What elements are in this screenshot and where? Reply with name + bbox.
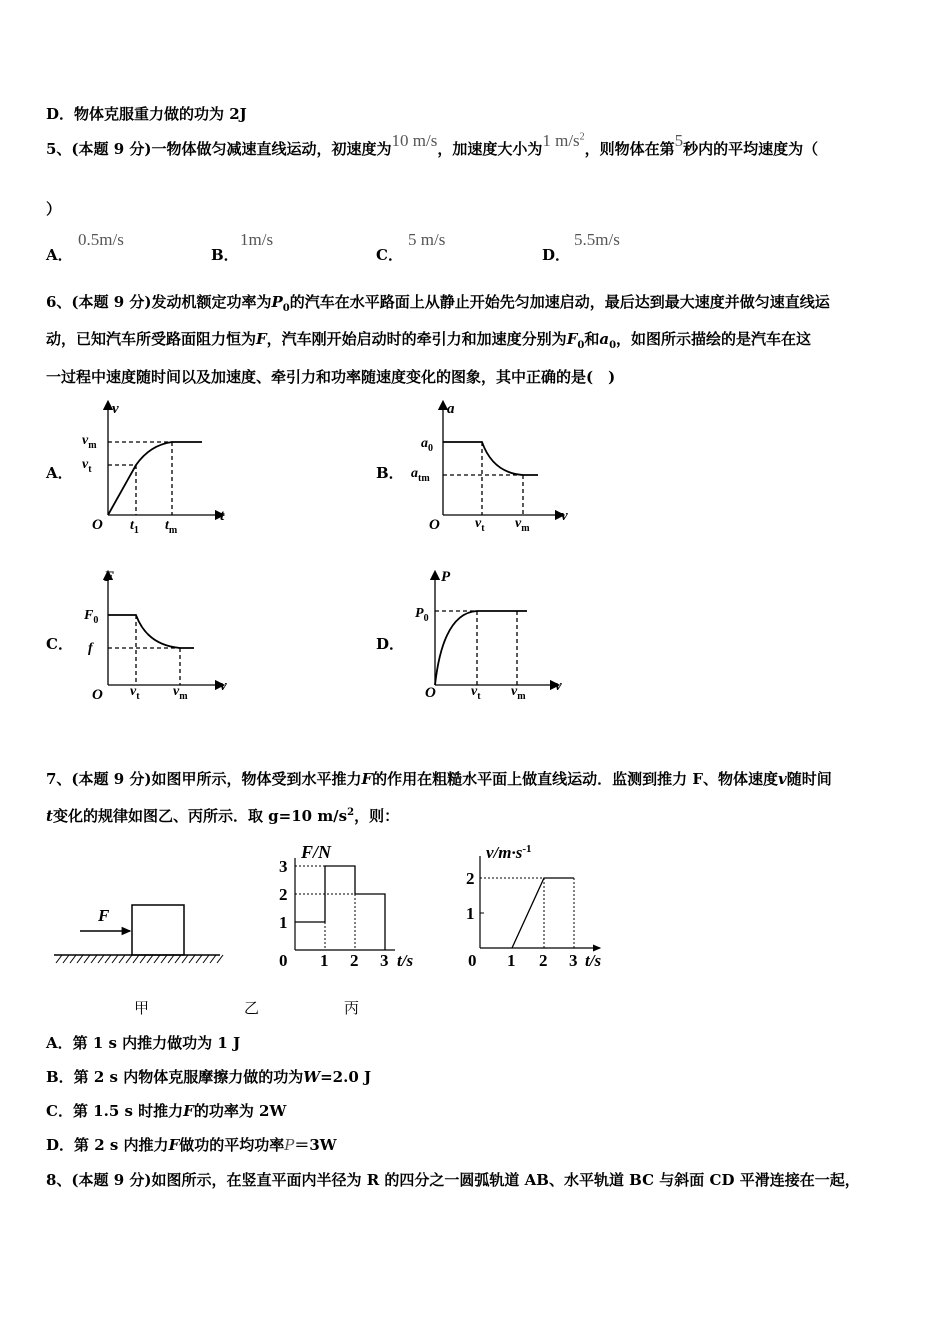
- y-label: a: [447, 401, 455, 417]
- q6-text: ，汽车刚开始启动时的牵引力和加速度分别为: [266, 330, 567, 348]
- a0-main: a: [421, 436, 428, 451]
- p0-sub: 0: [423, 613, 429, 624]
- hatch-mark: [105, 955, 111, 963]
- vt-label: [130, 684, 140, 702]
- q7-option-b-text: B．第 2 s 内物体克服摩擦力做的功为: [46, 1068, 304, 1086]
- q7-text: 变化的规律如图乙、丙所示．取 g=10 m/s: [52, 807, 348, 825]
- vt-main: v: [475, 516, 482, 531]
- vm-sub: m: [521, 523, 530, 534]
- figure-f-t: [275, 838, 435, 973]
- vt-label: [475, 516, 485, 534]
- q7-option-d: [46, 1134, 337, 1155]
- q7-option-d-text: D．第 2 s 内推力: [46, 1136, 169, 1154]
- q5-acceleration-value: 1 m/s: [542, 131, 580, 150]
- f-label: f: [88, 641, 93, 656]
- atm-label: [411, 466, 430, 484]
- hatch-mark: [140, 955, 146, 963]
- hatch-mark: [98, 955, 104, 963]
- q5-second-number: 5: [674, 131, 684, 150]
- origin-label: O: [425, 685, 436, 701]
- f0-label: [83, 608, 98, 626]
- x-tick-0: 0: [468, 951, 477, 970]
- curve: [108, 615, 194, 648]
- hatch-mark: [189, 955, 195, 963]
- q5-option-a-value: 0.5m/s: [78, 230, 124, 249]
- ground-hatch: [56, 955, 223, 963]
- q5-option-c-value: 5 m/s: [408, 230, 446, 249]
- x-tick-2: 2: [350, 951, 359, 970]
- graph-b-a-v: [405, 395, 580, 540]
- q7-exp: 2: [347, 807, 355, 818]
- vm-label: [173, 684, 188, 702]
- figure-block-on-ground: [50, 895, 225, 970]
- velocity-curve: [512, 878, 574, 948]
- vt-main: v: [471, 684, 478, 699]
- x-label: v: [561, 508, 568, 524]
- q7-text: 7、(本题 9 分)如图甲所示，物体受到水平推力: [46, 770, 362, 788]
- vm-label: [511, 684, 526, 702]
- y-label: F: [104, 569, 115, 585]
- y-label-text: F/N: [301, 842, 332, 862]
- q5-option-b-value: 1m/s: [240, 230, 274, 249]
- origin-label: O: [92, 687, 103, 703]
- hatch-mark: [217, 955, 223, 963]
- q6-f-symbol: F: [256, 330, 267, 348]
- graph-a-v-t: [70, 395, 240, 540]
- a0-sub: 0: [428, 443, 433, 454]
- y-tick-1: 1: [466, 904, 475, 923]
- q7-line-1: [46, 768, 832, 789]
- vm-label: [515, 516, 530, 534]
- hatch-mark: [112, 955, 118, 963]
- q7-option-b-w: W: [303, 1068, 321, 1086]
- q5-option-a-label: A．: [46, 246, 73, 264]
- vt-main: v: [130, 684, 137, 699]
- q6-a0-symbol: a: [599, 330, 610, 348]
- y-tick-1: 1: [279, 913, 288, 932]
- q5-close-paren: ）: [46, 200, 62, 218]
- q6-a0-sub: 0: [609, 340, 617, 351]
- q7-f-symbol: F: [361, 770, 373, 788]
- q6-f0-sub: 0: [577, 340, 585, 351]
- x-label: t/s: [397, 951, 414, 970]
- q5-text-1: 5、(本题 9 分)一物体做匀减速直线运动，初速度为: [46, 140, 392, 158]
- vt-label: [471, 684, 481, 702]
- q5-acceleration-exp: 2: [579, 131, 585, 143]
- q6-option-b-label: B．: [376, 464, 404, 482]
- y-label-text: v/m·s: [486, 843, 523, 862]
- q7-option-d-p: P: [284, 1136, 295, 1154]
- f0-main: F: [84, 608, 94, 623]
- vm-main: v: [173, 684, 180, 699]
- p0-main: P: [415, 606, 424, 621]
- hatch-mark: [77, 955, 83, 963]
- step-curve: [295, 866, 385, 950]
- q7-option-d-value: ＝3W: [294, 1136, 337, 1154]
- vm-sub: m: [179, 691, 188, 702]
- x-tick-1: 1: [507, 951, 516, 970]
- vt-main: v: [82, 457, 89, 472]
- x-tick-1: 1: [320, 951, 329, 970]
- y-label: [300, 842, 332, 862]
- q6-option-d-label: D．: [376, 635, 405, 653]
- t1-main: t: [130, 518, 134, 533]
- force-label: F: [98, 906, 110, 925]
- tm-sub: m: [168, 525, 178, 536]
- hatch-mark: [133, 955, 139, 963]
- q4-option-d: D．物体克服重力做的功为 2J: [46, 105, 247, 123]
- q7-t-symbol: t: [46, 807, 53, 825]
- curve: [443, 442, 538, 475]
- y-tick-2: 2: [279, 885, 288, 904]
- x-tick-3: 3: [569, 951, 578, 970]
- a0-label: [421, 436, 433, 454]
- vt-sub: t: [481, 523, 485, 534]
- hatch-mark: [203, 955, 209, 963]
- vt-sub: t: [136, 691, 140, 702]
- q6-option-a-label: A．: [46, 464, 73, 482]
- q5-text-4: 秒内的平均速度为（: [683, 140, 819, 158]
- vt-sub: t: [477, 691, 481, 702]
- q7-option-a: A．第 1 s 内推力做功为 1 J: [46, 1034, 241, 1052]
- hatch-mark: [119, 955, 125, 963]
- y-label: [486, 843, 532, 862]
- x-label: v: [220, 678, 227, 694]
- atm-main: a: [411, 466, 418, 481]
- q6-text: 动，已知汽车所受路面阻力恒为: [46, 330, 257, 348]
- q6-option-c-label: C．: [46, 635, 73, 653]
- x-tick-0: 0: [279, 951, 288, 970]
- q7-option-d-text-2: 做功的平均功率: [179, 1136, 285, 1154]
- hatch-mark: [147, 955, 153, 963]
- q7-option-d-f: F: [168, 1136, 180, 1154]
- x-label: t: [220, 508, 225, 524]
- t1-label: [130, 518, 139, 536]
- caption-bing: 丙: [344, 999, 360, 1017]
- x-tick-3: 3: [380, 951, 389, 970]
- q6-line-2: [46, 328, 811, 351]
- curve: [108, 442, 202, 515]
- figure-v-t: [460, 838, 620, 973]
- vm-label: [82, 433, 97, 451]
- hatch-mark: [126, 955, 132, 963]
- q5-option-b-label: B．: [211, 246, 239, 264]
- hatch-mark: [70, 955, 76, 963]
- caption-jia: 甲: [134, 999, 150, 1017]
- q7-option-c-f: F: [183, 1102, 194, 1120]
- tm-label: [165, 518, 178, 536]
- hatch-mark: [175, 955, 181, 963]
- q6-p-sub: 0: [282, 303, 290, 314]
- q7-text: 的作用在粗糙水平面上做直线运动．监测到推力 F、物体速度: [372, 770, 779, 788]
- q5-initial-velocity: 10 m/s: [391, 131, 438, 150]
- q5-option-d-value: 5.5m/s: [574, 230, 620, 249]
- q7-option-c-text: C．第 1.5 s 时推力: [46, 1102, 184, 1120]
- vm-sub: m: [517, 691, 526, 702]
- q8-line-1: 8、(本题 9 分)如图所示，在竖直平面内半径为 R 的四分之一圆弧轨道 AB、水平轨道 BC 与斜面 CD 平滑连接在一起，: [46, 1171, 860, 1189]
- caption-yi: 乙: [244, 999, 260, 1017]
- graph-d-p-v: [405, 565, 580, 710]
- origin-label: O: [92, 517, 103, 533]
- vm-main: v: [515, 516, 522, 531]
- q6-text: ，如图所示描绘的是汽车在这: [616, 330, 812, 348]
- atm-sub: tm: [418, 473, 430, 484]
- q6-p-symbol: P: [271, 293, 283, 311]
- y-label: v: [112, 401, 119, 417]
- hatch-mark: [161, 955, 167, 963]
- q7-text: ，则：: [354, 807, 400, 825]
- q6-line-3: 一过程中速度随时间以及加速度、牵引力和功率随速度变化的图象，其中正确的是( ): [46, 368, 616, 386]
- q7-line-2: [46, 805, 399, 826]
- q5-option-d-label: D．: [542, 246, 571, 264]
- q5-text-3: ，则物体在第: [584, 140, 675, 158]
- q7-option-c-text-2: 的功率为 2W: [193, 1102, 287, 1120]
- block: [132, 905, 184, 955]
- hatch-mark: [91, 955, 97, 963]
- t1-sub: 1: [133, 525, 139, 536]
- q6-text: 和: [584, 330, 600, 348]
- tm-main: t: [165, 518, 169, 533]
- y-tick-3: 3: [279, 857, 288, 876]
- q5-acceleration: [542, 131, 584, 150]
- vm-main: v: [82, 433, 89, 448]
- x-label: v: [555, 678, 562, 694]
- hatch-mark: [63, 955, 69, 963]
- hatch-mark: [168, 955, 174, 963]
- hatch-mark: [154, 955, 160, 963]
- hatch-mark: [210, 955, 216, 963]
- q6-f0-symbol: F: [566, 330, 578, 348]
- q5-stem: [46, 131, 819, 159]
- q6-text: 6、(本题 9 分)发动机额定功率为: [46, 293, 272, 311]
- graph-c-f-v: [70, 565, 240, 710]
- x-tick-2: 2: [539, 951, 548, 970]
- hatch-mark: [56, 955, 62, 963]
- curve: [435, 611, 527, 685]
- q6-line-1: [46, 291, 830, 314]
- vt-label: [82, 457, 92, 475]
- hatch-mark: [84, 955, 90, 963]
- vt-sub: t: [88, 464, 92, 475]
- hatch-mark: [182, 955, 188, 963]
- q7-option-c: [46, 1100, 286, 1121]
- y-label: P: [441, 569, 451, 585]
- q5-text-2: ，加速度大小为: [437, 140, 543, 158]
- q7-text: 随时间: [786, 770, 832, 788]
- y-label-sup: -1: [522, 843, 532, 855]
- q6-text: 的汽车在水平路面上从静止开始先匀加速启动，最后达到最大速度并做匀速直线运: [289, 293, 830, 311]
- q7-option-b: [46, 1066, 371, 1087]
- vm-sub: m: [88, 440, 97, 451]
- vm-main: v: [511, 684, 518, 699]
- q5-option-c-label: C．: [376, 246, 403, 264]
- q7-v-symbol: v: [778, 770, 787, 788]
- origin-label: O: [429, 517, 440, 533]
- x-label: t/s: [585, 951, 602, 970]
- f0-sub: 0: [93, 615, 99, 626]
- hatch-mark: [196, 955, 202, 963]
- q7-option-b-value: =2.0 J: [320, 1068, 372, 1086]
- y-tick-2: 2: [466, 869, 475, 888]
- p0-label: [415, 606, 429, 624]
